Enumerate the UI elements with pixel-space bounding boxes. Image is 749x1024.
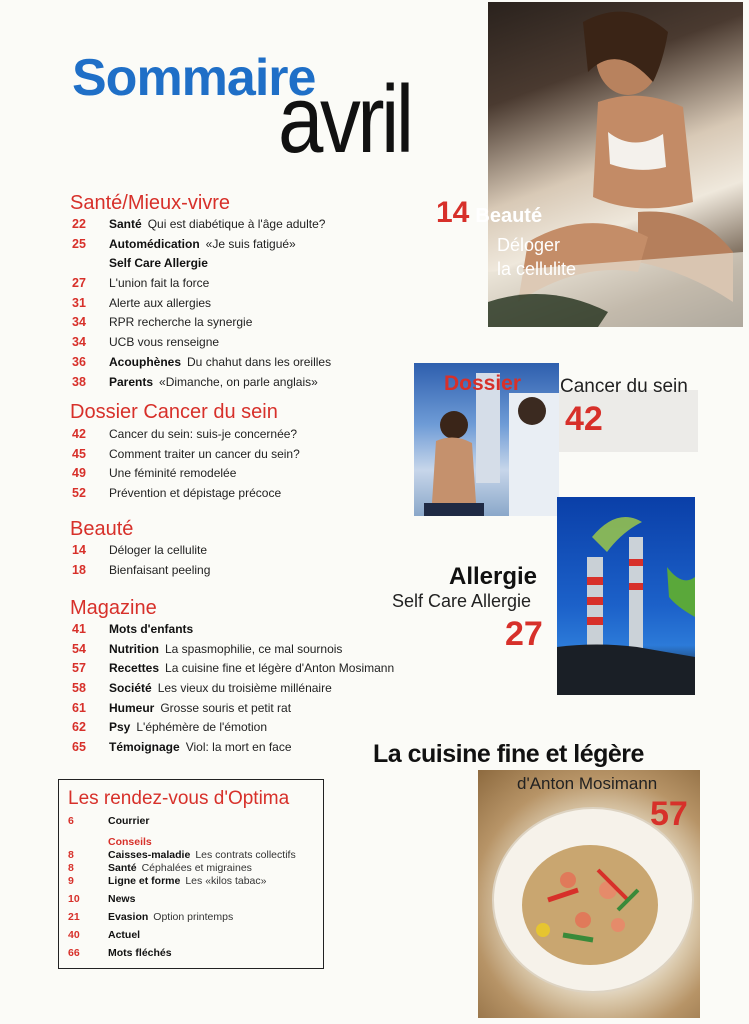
conseils-label: Conseils — [108, 836, 152, 848]
allergie-photo-illustration — [557, 497, 695, 695]
rendezvous-entry[interactable]: 6 Courrier — [68, 815, 150, 827]
cuisine-heading[interactable]: La cuisine fine et légère — [373, 740, 644, 768]
toc-entry[interactable]: 41 Mots d'enfants — [72, 622, 194, 636]
section-list-sante — [72, 217, 432, 394]
toc-entry[interactable]: 34 UCB vous renseigne — [72, 335, 220, 350]
month-title: avril — [278, 66, 411, 173]
section-list-beaute — [72, 543, 432, 582]
beaute-heading: Beauté — [475, 205, 543, 227]
dossier-heading[interactable]: Dossier — [444, 372, 522, 395]
rendezvous-box — [58, 779, 324, 969]
toc-entry[interactable]: 42 Cancer du sein: suis-je concernée? — [72, 427, 298, 441]
toc-entry[interactable]: 36 Acouphènes Du chahut dans les oreilles — [72, 354, 332, 369]
toc-entry[interactable]: 54 Nutrition La spasmophilie, ce mal sournois — [72, 641, 343, 656]
toc-entry[interactable]: 57 Recettes La cuisine fine et légère d'Anton Mosimann — [72, 661, 395, 676]
section-title-dossier: Dossier Cancer du sein — [70, 401, 278, 423]
toc-entry[interactable]: 62 Psy L'éphémère de l'émotion — [72, 720, 268, 735]
toc-entry[interactable]: 65 Témoignage Viol: la mort en face — [72, 740, 292, 755]
toc-entry[interactable]: 61 Humeur Grosse souris et petit rat — [72, 700, 292, 715]
section-title-sante: Santé/Mieux-vivre — [70, 192, 231, 214]
cuisine-page-number: 57 — [650, 795, 688, 833]
rendezvous-entry[interactable]: 9 Ligne et forme Les «kilos tabac» — [68, 875, 267, 887]
beaute-caption-line: Déloger — [497, 235, 561, 255]
toc-entry[interactable]: 38 Parents «Dimanche, on parle anglais» — [72, 374, 318, 389]
beaute-caption — [497, 233, 576, 281]
rendezvous-entry[interactable]: 8 Caisses-maladie Les contrats collectifs — [68, 849, 296, 861]
toc-entry[interactable]: 27 L'union fait la force — [72, 276, 210, 291]
section-title-beaute: Beauté — [70, 518, 134, 540]
rendezvous-entry[interactable]: 40 Actuel — [68, 929, 141, 941]
rendezvous-entry[interactable]: 10 News — [68, 893, 136, 905]
toc-entry[interactable]: 45 Comment traiter un cancer du sein? — [72, 446, 300, 461]
toc-subheading: Self Care Allergie — [109, 256, 208, 271]
toc-entry[interactable]: 34 RPR recherche la synergie — [72, 315, 253, 330]
rendezvous-entry[interactable]: 66 Mots fléchés — [68, 947, 172, 959]
allergie-page-number: 27 — [505, 615, 543, 653]
page-title: Sommaire — [72, 49, 316, 107]
rendezvous-entry[interactable]: 8 Santé Céphalées et migraines — [68, 862, 252, 874]
beaute-feature-heading[interactable] — [436, 196, 542, 230]
beaute-page-number: 14 — [436, 196, 470, 229]
toc-entry[interactable]: 14 Déloger la cellulite — [72, 543, 208, 557]
toc-entry[interactable]: 49 Une féminité remodelée — [72, 466, 237, 481]
allergie-photo[interactable] — [557, 497, 695, 695]
section-list-dossier — [72, 427, 432, 506]
toc-entry[interactable]: 25 Automédication «Je suis fatigué» — [72, 236, 296, 251]
toc-entry[interactable]: 58 Société Les vieux du troisième millénaire — [72, 681, 332, 696]
rendezvous-title: Les rendez-vous d'Optima — [68, 788, 290, 809]
toc-entry[interactable]: 52 Prévention et dépistage précoce — [72, 486, 282, 501]
section-title-magazine: Magazine — [70, 597, 157, 619]
allergie-heading[interactable]: Allergie — [449, 563, 538, 590]
toc-entry[interactable]: 31 Alerte aux allergies — [72, 295, 212, 310]
dossier-subtitle: Cancer du sein — [560, 376, 688, 397]
rendezvous-entry[interactable]: 21 Evasion Option printemps — [68, 911, 234, 923]
toc-entry[interactable]: 18 Bienfaisant peeling — [72, 562, 211, 577]
cuisine-subtitle: d'Anton Mosimann — [517, 774, 658, 793]
beaute-caption-line: la cellulite — [497, 259, 577, 279]
toc-entry[interactable]: 22 Santé Qui est diabétique à l'âge adulte? — [72, 217, 326, 231]
allergie-subtitle: Self Care Allergie — [392, 591, 532, 611]
dossier-page-number: 42 — [565, 400, 603, 438]
